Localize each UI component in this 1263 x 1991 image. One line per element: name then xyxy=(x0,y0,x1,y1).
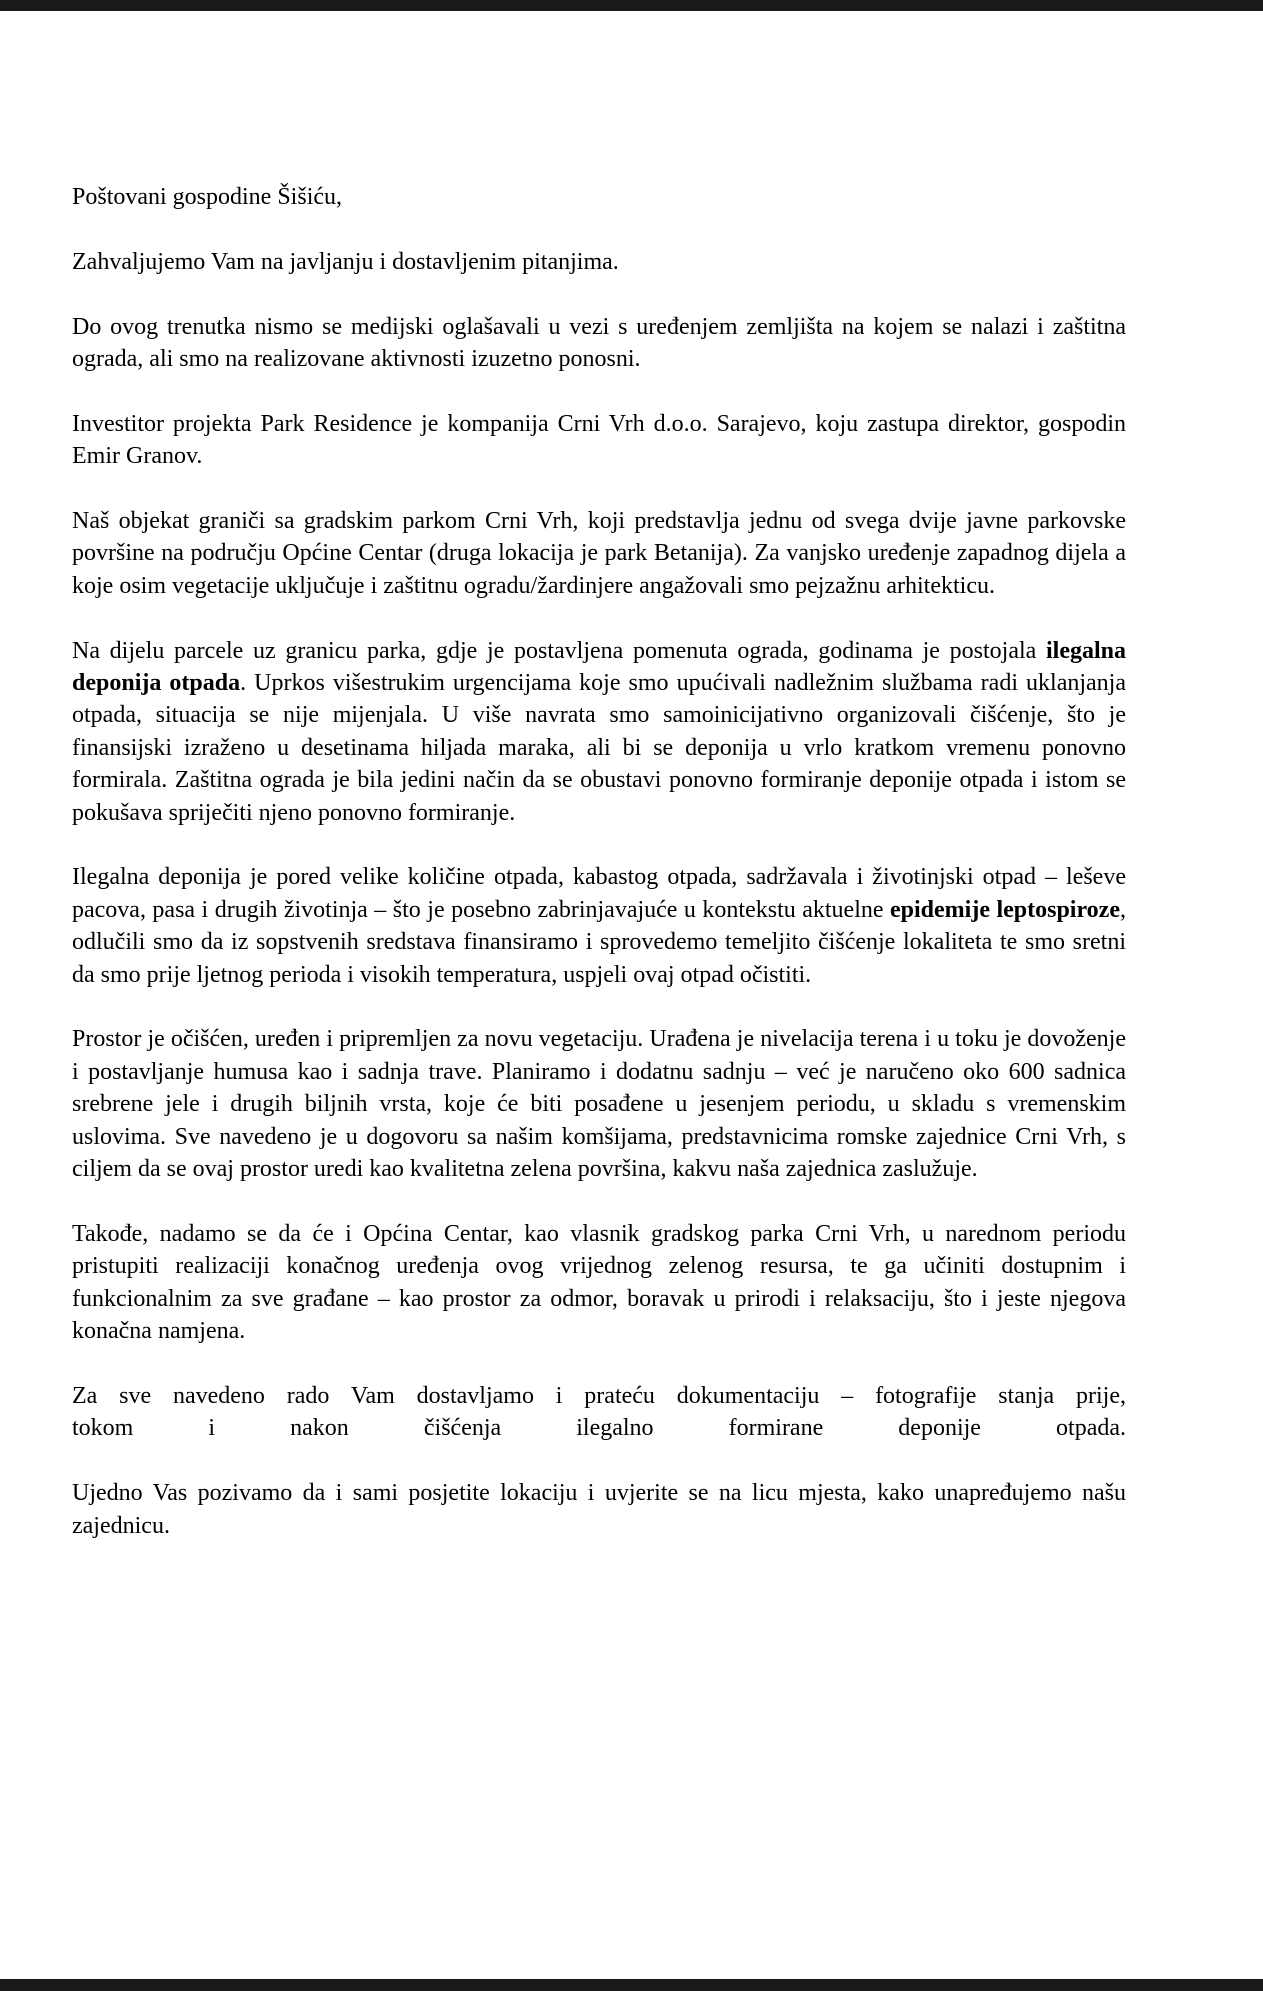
paragraph-vegetacija: Prostor je očišćen, uređen i pripremljen za novu vegetaciju. Urađena je nivelacija terena i u toku je dovoženje i postavljanje humusa kao i sadnja trave. Planiramo i dodatnu sadnju – već je naručeno oko 600 sadnica srebrene jele i drugih biljnih vrsta, koje će biti posađene u jesenjem periodu, u skladu s vremenskim uslovima. Sve navedeno je u dogovoru sa našim komšijama, predstavnicima romske zajednice Crni Vrh, s ciljem da se ovaj prostor uredi kao kvalitetna zelena površina, kakvu naša zajednica zaslužuje. xyxy=(72,1026,1126,1183)
paragraph-deponija-text-2: . Uprkos višestrukim urgencijama koje smo upućivali nadležnim službama radi uklanjanja otpada, situacija se nije mijenjala. U više navrata smo samoinicijativno organizovali čišćenje, što je finansijski izraženo u desetinama hiljada maraka, ali bi se deponija u vrlo kratkom vremenu ponovno formirala. Zaštitna ograda je bila jedini način da se obustavi ponovno formiranje deponije otpada i istom se pokušava spriječiti njeno ponovno formiranje. xyxy=(72,670,1126,826)
paragraph-deponija-text-1: Na dijelu parcele uz granicu parka, gdje je postavljena pomenuta ograda, godinama je postojala xyxy=(72,637,1046,664)
paragraph-opcina: Takođe, nadamo se da će i Općina Centar, kao vlasnik gradskog parka Crni Vrh, u narednom periodu pristupiti realizaciji konačnog uređenja ovog vrijednog zelenog resursa, te ga učiniti dostupnim i funkcionalnim za sve građane – kao prostor za odmor, boravak u prirodi i relaksaciju, što i jeste njegova konačna namjena. xyxy=(72,1220,1126,1345)
paragraph-deponija-bold: ilegalna deponija otpada xyxy=(72,637,1126,697)
paragraph-dokumentacija xyxy=(72,1380,1126,1445)
greeting: Poštovani gospodine Šišiću, xyxy=(72,184,343,210)
paragraph-park: Naš objekat graniči sa gradskim parkom Crni Vrh, koji predstavlja jednu od svega dvije javne parkovske površine na području Općine Centar (druga lokacija je park Betanija). Za vanjsko uređenje zapadnog dijela a koje osim vegetacije uključuje i zaštitnu ogradu/žardinjere angažovali smo pejzažnu arhitekticu. xyxy=(72,508,1126,599)
paragraph-dokumentacija-line-1: Za sve navedeno rado Vam dostavljamo i prateću dokumentaciju – fotografije stanja prije, xyxy=(72,1382,1126,1409)
paragraph-epidemija xyxy=(72,861,1126,991)
paragraph-deponija xyxy=(72,635,1126,829)
paragraph-epidemija-text-2: , odlučili smo da iz sopstvenih sredstava finansiramo i sprovedemo temeljito čišćenje lokaliteta te smo sretni da smo prije ljetnog perioda i visokih temperatura, uspjeli ovaj otpad očistiti. xyxy=(72,896,1126,988)
top-scan-border xyxy=(0,0,1263,11)
paragraph-investor: Investitor projekta Park Residence je kompanija Crni Vrh d.o.o. Sarajevo, koju zastupa direktor, gospodin Emir Granov. xyxy=(72,410,1126,470)
paragraph-poziv: Ujedno Vas pozivamo da i sami posjetite lokaciju i uvjerite se na licu mjesta, kako unapređujemo našu zajednicu. xyxy=(72,1480,1126,1539)
paragraph-dokumentacija-line-2: tokom i nakon čišćenja ilegalno formirane deponije otpada. xyxy=(72,1415,1126,1442)
paragraph-epidemija-bold: epidemije leptospiroze xyxy=(890,896,1120,923)
paragraph-media: Do ovog trenutka nismo se medijski oglašavali u vezi s uređenjem zemljišta na kojem se nalazi i zaštitna ograda, ali smo na realizovane aktivnosti izuzetno ponosni. xyxy=(72,313,1126,372)
letter-body xyxy=(72,181,1126,1542)
paragraph-epidemija-text-1: Ilegalna deponija je pored velike količine otpada, kabastog otpada, sadržavala i životinjski otpad – leševe pacova, pasa i drugih životinja – što je posebno zabrinjavajuće u kontekstu aktuelne xyxy=(72,864,1126,923)
bottom-scan-border xyxy=(0,1979,1263,1991)
paragraph-thanks: Zahvaljujemo Vam na javljanju i dostavljenim pitanjima. xyxy=(72,248,619,275)
